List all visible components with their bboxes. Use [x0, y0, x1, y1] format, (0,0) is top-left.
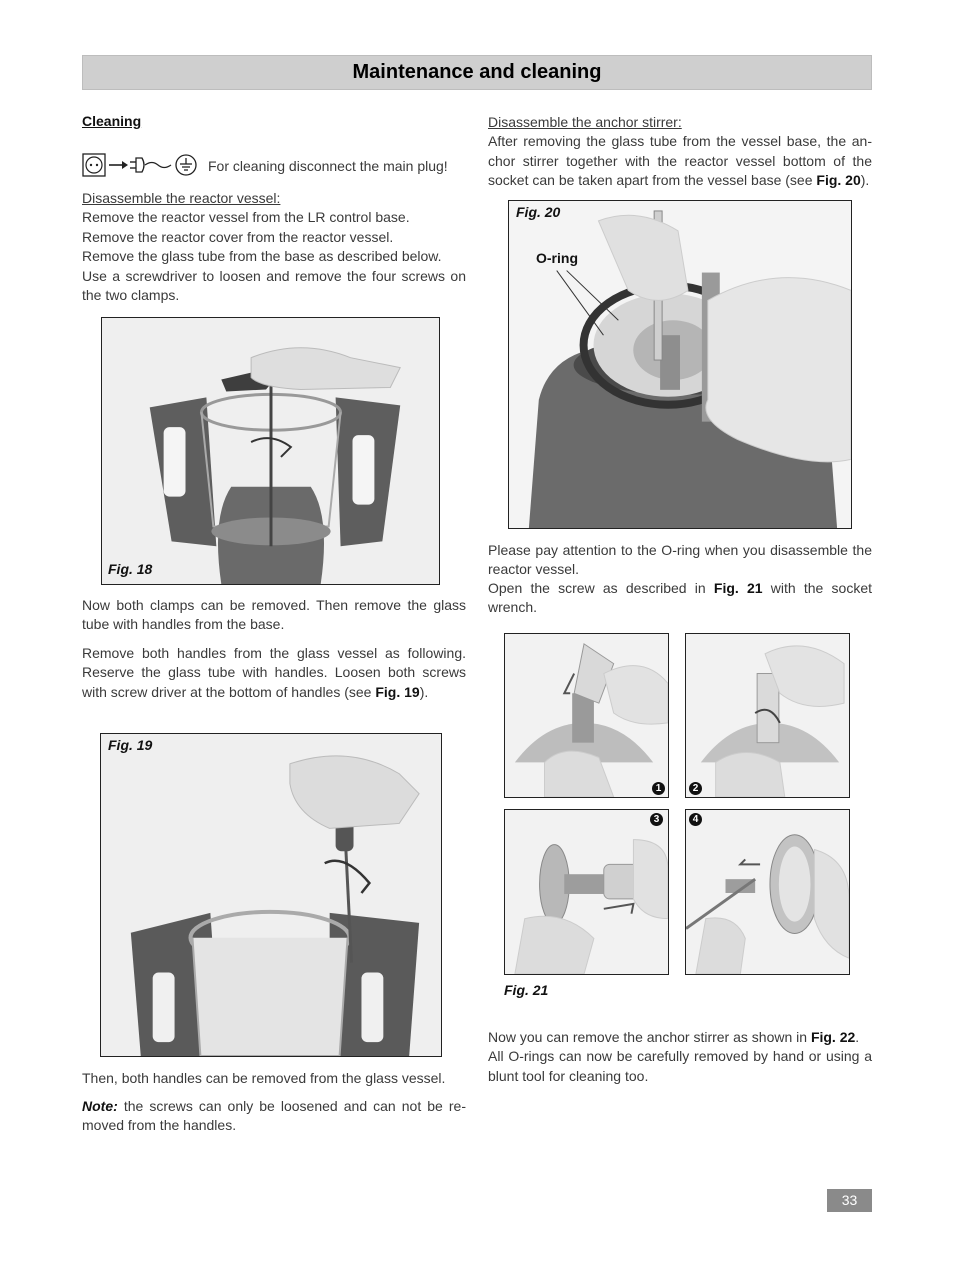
cleaning-title: Cleaning	[82, 113, 142, 129]
plug-notice: For cleaning disconnect the main plug!	[208, 158, 448, 174]
page-title: Maintenance and cleaning	[352, 61, 602, 83]
screw-text-end: with the socket wrench.	[488, 580, 872, 616]
fig19-reference: Fig. 19	[375, 683, 420, 700]
fig21-reference: Fig. 21	[713, 580, 763, 596]
note-text	[82, 1097, 466, 1136]
fig21-label: Fig. 21	[504, 982, 549, 998]
orings-text: All O-rings can now be carefully removed by hand or using a blunt tool for cleaning too.	[488, 1048, 872, 1084]
remove-stirrer-body: Now you can remove the anchor stirrer as shown in	[488, 1029, 811, 1045]
note-label: Note:	[82, 1098, 118, 1114]
after-fig19-text: Then, both handles can be removed from the glass vessel.	[82, 1070, 446, 1086]
fig21-step-badge: 3	[650, 813, 663, 826]
plug-warning-row	[82, 152, 448, 180]
page-header-bar	[82, 55, 872, 90]
anchor-stirrer-body	[488, 132, 872, 190]
screw-text-body: Open the screw as described in	[488, 580, 714, 596]
fig20-oring-callout: O-ring	[536, 250, 578, 266]
fig19-label: Fig. 19	[108, 737, 153, 753]
fig21-step1-image	[504, 633, 669, 798]
anchor-stirrer-text	[488, 113, 872, 191]
fig19-image	[100, 733, 442, 1057]
remove-stirrer-end: .	[855, 1029, 860, 1045]
vessel-disassembly-text	[82, 189, 466, 305]
fig18-image	[101, 317, 440, 585]
fig20-label: Fig. 20	[516, 204, 561, 220]
handles-text	[82, 644, 466, 702]
after-fig18-text: Now both clamps can be removed. Then remove the glass tube with handles from the base.	[82, 597, 466, 633]
step-item: Remove the glass tube from the base as described below.	[82, 248, 442, 265]
oring-text: Please pay attention to the O-ring when you disassemble the reactor vessel.	[488, 542, 872, 578]
step-item: Use a screwdriver to loosen and remove the four screws on the two clamps.	[82, 267, 466, 304]
vessel-disassembly-title: Disassemble the reactor vessel:	[82, 190, 281, 206]
anchor-stirrer-title: Disassemble the anchor stirrer:	[488, 114, 682, 130]
cleaning-section	[82, 113, 466, 129]
fig22-reference: Fig. 22	[810, 1029, 856, 1045]
step-item: Remove the reactor vessel from the LR control base.	[82, 209, 410, 226]
anchor-stirrer-body-end: ).	[860, 172, 870, 189]
unplug-icon	[82, 152, 202, 180]
handles-text-end: ).	[419, 683, 429, 700]
fig20-reference: Fig. 20	[816, 172, 861, 189]
remove-stirrer-text	[488, 1028, 872, 1086]
anchor-stirrer-body-text: After removing the glass tube from the vessel base, the an-chor stirrer together with the reactor vessel bottom of the socket can be taken apart from the vessel base (see	[488, 133, 872, 189]
fig21-step-badge: 1	[652, 782, 665, 795]
fig21-step-badge: 2	[689, 782, 702, 795]
fig21-step3-image	[504, 809, 669, 975]
note-body: the screws can only be loosened and can not be re-moved from the handles.	[82, 1098, 466, 1134]
page-number: 33	[827, 1189, 872, 1212]
step-item: Remove the reactor cover from the reactor vessel.	[82, 228, 394, 245]
fig21-step-badge: 4	[689, 813, 702, 826]
handles-text-body: Remove both handles from the glass vessel as following. Reserve the glass tube with handles. Loosen both screws with screw driver at the bottom of handles (see	[82, 645, 466, 700]
screw-text	[488, 579, 872, 618]
fig21-step2-image	[685, 633, 850, 798]
fig18-label: Fig. 18	[108, 561, 153, 577]
fig21-step4-image	[685, 809, 850, 975]
